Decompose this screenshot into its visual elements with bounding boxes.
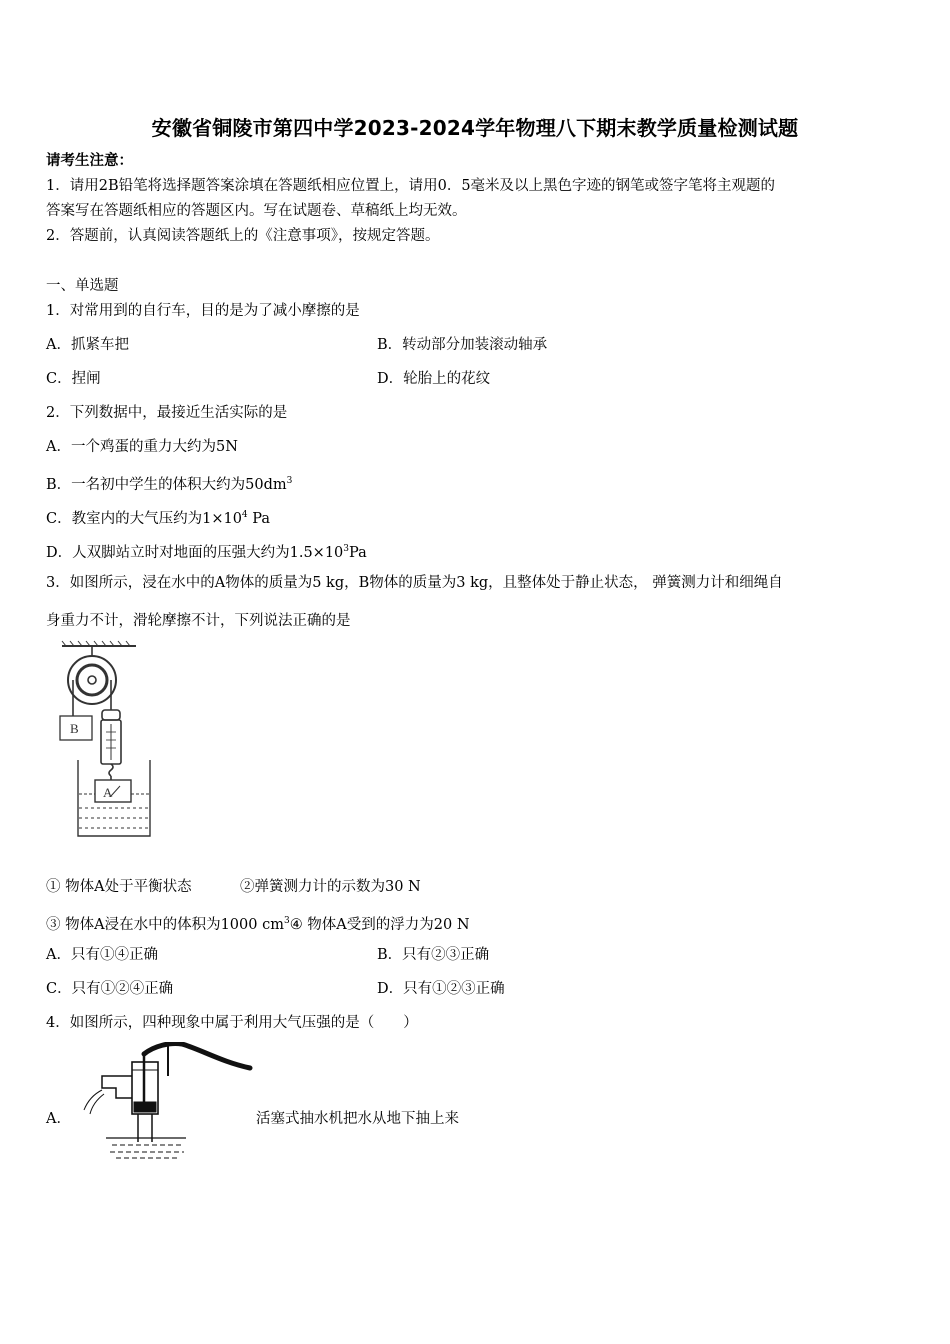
page-title: 安徽省铜陵市第四中学2023-2024学年物理八下期末教学质量检测试题 (151, 116, 799, 140)
q2-option-d-text: D．人双脚站立时对地面的压强大约为1.5×10 (46, 545, 344, 561)
q2-option-b (46, 472, 292, 494)
pulley-figure (56, 640, 156, 840)
notice-item-1-line-1: 1．请用2B铅笔将选择题答案涂填在答题纸相应位置上，请用0．5毫米及以上黑色字迹的钢笔或签字笔将主观题的 (46, 178, 776, 194)
q4-stem: 4．如图所示，四种现象中属于利用大气压强的是（ ） (46, 1015, 418, 1031)
q3-option-b: B．只有②③正确 (377, 947, 490, 963)
q3-option-c: C．只有①②④正确 (46, 981, 174, 997)
notice-item-2: 2．答题前，认真阅读答题纸上的《注意事项》，按规定答题。 (46, 228, 440, 244)
q2-option-b-text: B．一名初中学生的体积大约为50dm (46, 477, 287, 493)
q3-stem-line-2: 身重力不计，滑轮摩擦不计，下列说法正确的是 (46, 613, 351, 629)
q3-statement-4: ④ 物体A受到的浮力为20 N (289, 917, 470, 933)
q4-option-a-label: A． (46, 1111, 71, 1127)
q3-option-a: A．只有①④正确 (46, 947, 158, 963)
q3-stem-line-1: 3．如图所示，浸在水中的A物体的质量为5 kg，B物体的质量为3 kg，且整体处于静止状态， 弹簧测力计和细绳自 (46, 575, 783, 591)
q3-statements-3-4 (46, 912, 470, 934)
q3-statement-1: ① 物体A处于平衡状态 (46, 879, 192, 895)
q2-option-c (46, 506, 270, 528)
figure-label-a: A (103, 785, 113, 800)
piston-pump-figure (82, 1042, 254, 1160)
q1-option-b: B．转动部分加装滚动轴承 (377, 337, 548, 353)
notice-heading: 请考生注意： (46, 152, 133, 169)
q3-option-d: D．只有①②③正确 (377, 981, 505, 997)
q1-stem: 1．对常用到的自行车，目的是为了减小摩擦的是 (46, 303, 360, 319)
q1-option-c: C．捏闸 (46, 371, 101, 387)
q2-option-a: A．一个鸡蛋的重力大约为5N (46, 439, 238, 455)
q2-option-c-text: C．教室内的大气压约为1×10 (46, 511, 242, 527)
q3-statement-3-text: ③ 物体A浸在水中的体积为1000 cm (46, 917, 284, 933)
q2-option-c-sup: 4 (241, 510, 248, 520)
figure-label-b: B (70, 721, 79, 736)
q2-stem: 2．下列数据中，最接近生活实际的是 (46, 405, 288, 421)
notice-item-1-line-2: 答案写在答题纸相应的答题区内。写在试题卷、草稿纸上均无效。 (46, 203, 467, 219)
q2-option-c-unit: Pa (247, 511, 271, 527)
q1-option-d: D．轮胎上的花纹 (377, 371, 491, 387)
q2-option-d-unit: Pa (349, 545, 367, 561)
q2-option-d (46, 540, 367, 562)
q3-statement-3-sup: 3 (283, 916, 290, 926)
q1-option-a: A．抓紧车把 (46, 337, 129, 353)
section-heading: 一、单选题 (46, 278, 119, 294)
q4-option-a-caption: 活塞式抽水机把水从地下抽上来 (256, 1111, 459, 1127)
q3-statement-2: ②弹簧测力计的示数为30 N (240, 879, 421, 895)
q2-option-d-sup: 3 (343, 544, 350, 554)
q2-option-b-sup: 3 (286, 476, 293, 486)
